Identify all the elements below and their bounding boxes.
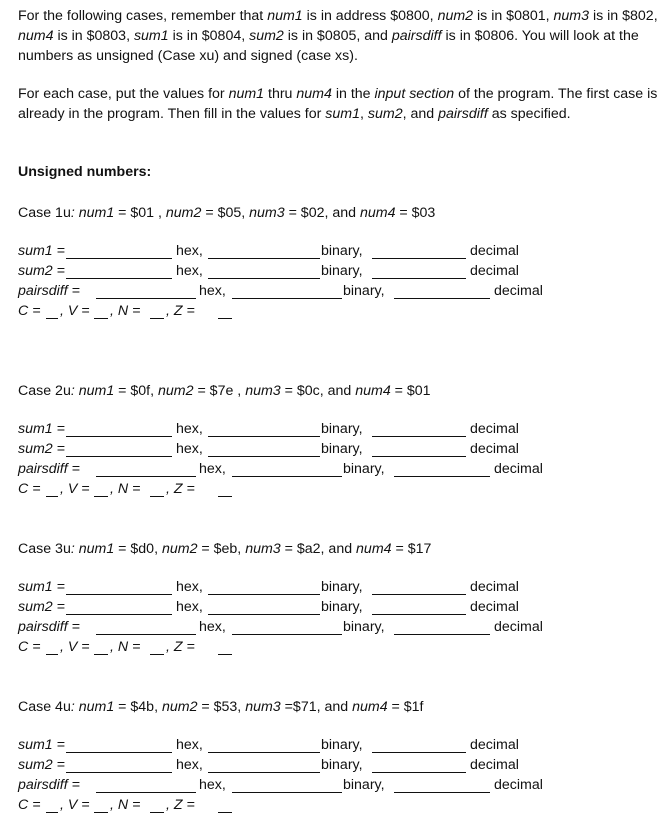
hex-label: hex, xyxy=(176,599,203,615)
hex-label: hex, xyxy=(199,777,226,793)
sum1-hex-blank[interactable] xyxy=(66,258,172,259)
zero-flag-blank[interactable] xyxy=(218,496,232,497)
zero-flag-blank[interactable] xyxy=(218,654,232,655)
sum2-label: sum2 = xyxy=(18,263,65,279)
overflow-flag-blank[interactable] xyxy=(94,812,108,813)
negative-flag-label: , N = xyxy=(110,481,141,497)
decimal-label: decimal xyxy=(470,757,519,773)
pairsdiff-label: pairsdiff = xyxy=(18,619,80,635)
pairsdiff-hex-blank[interactable] xyxy=(96,792,196,793)
intro-paragraph-2 xyxy=(18,84,658,124)
sum2-label: sum2 = xyxy=(18,599,65,615)
var-num2: num2 xyxy=(161,699,198,715)
binary-label: binary, xyxy=(321,441,363,457)
overflow-flag-blank[interactable] xyxy=(94,318,108,319)
sum1-label: sum1 = xyxy=(18,737,65,753)
carry-flag-label: C = xyxy=(18,639,41,655)
sum2-binary-blank[interactable] xyxy=(208,456,320,457)
sum1-label: sum1 = xyxy=(18,579,65,595)
negative-flag-blank[interactable] xyxy=(150,318,164,319)
text: is in address $0800, xyxy=(302,8,438,24)
sum2-decimal-blank[interactable] xyxy=(372,278,466,279)
case-prefix: Case 3u xyxy=(18,541,71,557)
case-prefix: Case 4u xyxy=(18,699,71,715)
var-num2: num2 xyxy=(158,383,194,399)
var-num2: num2 xyxy=(161,541,198,557)
case-title xyxy=(18,382,431,401)
hex-label: hex, xyxy=(176,579,203,595)
pairsdiff-decimal-blank[interactable] xyxy=(394,634,490,635)
pairsdiff-hex-blank[interactable] xyxy=(96,298,196,299)
decimal-label: decimal xyxy=(470,421,519,437)
binary-label: binary, xyxy=(321,579,363,595)
carry-flag-label: C = xyxy=(18,481,41,497)
pairsdiff-label: pairsdiff = xyxy=(18,461,80,477)
zero-flag-blank[interactable] xyxy=(218,812,232,813)
var-num3: num3 xyxy=(245,699,281,715)
text: thru xyxy=(264,86,297,102)
var-pairsdiff: pairsdiff xyxy=(391,28,442,44)
decimal-label: decimal xyxy=(494,777,543,793)
case-colon: : xyxy=(70,383,79,399)
decimal-label: decimal xyxy=(470,263,519,279)
overflow-flag-label: , V = xyxy=(60,797,90,813)
negative-flag-label: , N = xyxy=(110,639,141,655)
text: For each case, put the values for xyxy=(18,86,229,102)
zero-flag-label: , Z = xyxy=(166,303,195,319)
num1-value: = $4b, xyxy=(114,699,162,715)
binary-label: binary, xyxy=(321,599,363,615)
num4-value: = $1f xyxy=(387,699,424,715)
decimal-label: decimal xyxy=(470,737,519,753)
case-prefix: Case 1u xyxy=(18,205,71,221)
text: as specified. xyxy=(487,106,571,122)
case-title xyxy=(18,204,435,223)
pairsdiff-label: pairsdiff = xyxy=(18,777,80,793)
sum2-hex-blank[interactable] xyxy=(66,772,172,773)
sum1-hex-blank[interactable] xyxy=(66,752,172,753)
case-title xyxy=(18,698,424,717)
sum2-hex-blank[interactable] xyxy=(66,456,172,457)
sum2-label: sum2 = xyxy=(18,441,65,457)
var-num4: num4 xyxy=(18,28,54,44)
sum2-decimal-blank[interactable] xyxy=(372,456,466,457)
intro-paragraph-1 xyxy=(18,6,658,66)
hex-label: hex, xyxy=(176,441,203,457)
num4-value: = $01 xyxy=(390,383,431,399)
carry-flag-blank[interactable] xyxy=(46,812,58,813)
sum2-label: sum2 = xyxy=(18,757,65,773)
num4-value: = $03 xyxy=(395,205,436,221)
text: of the program. The first case is already in the program. Then fill in the values for xyxy=(18,86,658,122)
text: in the xyxy=(331,86,375,102)
hex-label: hex, xyxy=(176,737,203,753)
binary-label: binary, xyxy=(321,263,363,279)
hex-label: hex, xyxy=(199,619,226,635)
text: is in $0804, xyxy=(168,28,250,44)
var-pairsdiff: pairsdiff xyxy=(438,106,488,122)
decimal-label: decimal xyxy=(494,283,543,299)
num3-value: = $0c, and xyxy=(280,383,356,399)
var-num1: num1 xyxy=(78,383,115,399)
var-num4: num4 xyxy=(356,541,392,557)
hex-label: hex, xyxy=(199,461,226,477)
hex-label: hex, xyxy=(176,757,203,773)
case-colon: : xyxy=(70,541,79,557)
binary-label: binary, xyxy=(343,619,385,635)
pairsdiff-binary-blank[interactable] xyxy=(232,476,342,477)
sum1-label: sum1 = xyxy=(18,421,65,437)
negative-flag-blank[interactable] xyxy=(150,496,164,497)
zero-flag-label: , Z = xyxy=(166,481,195,497)
var-sum2: sum2 xyxy=(249,28,284,44)
overflow-flag-blank[interactable] xyxy=(94,496,108,497)
decimal-label: decimal xyxy=(470,599,519,615)
text: For the following cases, remember that xyxy=(18,8,268,24)
hex-label: hex, xyxy=(199,283,226,299)
sum2-decimal-blank[interactable] xyxy=(372,772,466,773)
text: is in $0801, xyxy=(473,8,554,24)
sum2-binary-blank[interactable] xyxy=(208,614,320,615)
sum1-decimal-blank[interactable] xyxy=(372,258,466,259)
text: , xyxy=(360,106,368,122)
num3-value: =$71, and xyxy=(280,699,353,715)
var-num1: num1 xyxy=(267,8,303,24)
var-sum1: sum1 xyxy=(133,28,169,44)
num2-value: = $7e , xyxy=(193,383,246,399)
sum1-binary-blank[interactable] xyxy=(208,752,320,753)
sum2-hex-blank[interactable] xyxy=(66,614,172,615)
var-num1: num1 xyxy=(78,541,115,557)
sum2-decimal-blank[interactable] xyxy=(372,614,466,615)
num1-value: = $01 , xyxy=(114,205,166,221)
pairsdiff-binary-blank[interactable] xyxy=(232,792,342,793)
var-num4: num4 xyxy=(296,86,332,102)
sum1-binary-blank[interactable] xyxy=(208,258,320,259)
negative-flag-blank[interactable] xyxy=(150,812,164,813)
case-prefix: Case 2u xyxy=(18,383,71,399)
carry-flag-label: C = xyxy=(18,797,41,813)
zero-flag-label: , Z = xyxy=(166,639,195,655)
overflow-flag-label: , V = xyxy=(60,303,90,319)
var-num4: num4 xyxy=(355,383,391,399)
sum1-hex-blank[interactable] xyxy=(66,594,172,595)
var-num3: num3 xyxy=(249,205,285,221)
carry-flag-blank[interactable] xyxy=(46,318,58,319)
var-sum1: sum1 xyxy=(325,106,360,122)
sum2-hex-blank[interactable] xyxy=(66,278,172,279)
hex-label: hex, xyxy=(176,421,203,437)
sum1-decimal-blank[interactable] xyxy=(372,594,466,595)
text: , and xyxy=(402,106,439,122)
num2-value: = $53, xyxy=(197,699,246,715)
num1-value: = $0f, xyxy=(114,383,159,399)
text: is in $0806. You will look at the numbers as unsigned (Case xu) and signed (case xs). xyxy=(18,28,639,64)
var-input-section: input section xyxy=(374,86,455,102)
pairsdiff-hex-blank[interactable] xyxy=(96,476,196,477)
sum1-label: sum1 = xyxy=(18,243,65,259)
sum2-binary-blank[interactable] xyxy=(208,278,320,279)
var-num4: num4 xyxy=(352,699,388,715)
decimal-label: decimal xyxy=(470,441,519,457)
negative-flag-blank[interactable] xyxy=(150,654,164,655)
binary-label: binary, xyxy=(343,283,385,299)
sum2-binary-blank[interactable] xyxy=(208,772,320,773)
pairsdiff-decimal-blank[interactable] xyxy=(394,298,490,299)
var-num2: num2 xyxy=(437,8,474,24)
binary-label: binary, xyxy=(343,777,385,793)
var-sum2: sum2 xyxy=(367,106,403,122)
negative-flag-label: , N = xyxy=(110,303,141,319)
text: is in $802, xyxy=(589,8,658,24)
sum1-binary-blank[interactable] xyxy=(208,594,320,595)
text: is in $0805, and xyxy=(283,28,392,44)
binary-label: binary, xyxy=(321,757,363,773)
text: is in $0803, xyxy=(53,28,134,44)
hex-label: hex, xyxy=(176,263,203,279)
num2-value: = $eb, xyxy=(197,541,246,557)
binary-label: binary, xyxy=(321,421,363,437)
num4-value: = $17 xyxy=(391,541,432,557)
var-num2: num2 xyxy=(165,205,202,221)
num3-value: = $02, and xyxy=(284,205,360,221)
binary-label: binary, xyxy=(343,461,385,477)
overflow-flag-label: , V = xyxy=(60,481,90,497)
section-heading: Unsigned numbers: xyxy=(18,164,152,180)
var-num3: num3 xyxy=(245,541,281,557)
sum1-hex-blank[interactable] xyxy=(66,436,172,437)
var-num1: num1 xyxy=(78,205,115,221)
pairsdiff-binary-blank[interactable] xyxy=(232,298,342,299)
carry-flag-blank[interactable] xyxy=(46,496,58,497)
pairsdiff-decimal-blank[interactable] xyxy=(394,476,490,477)
sum1-decimal-blank[interactable] xyxy=(372,436,466,437)
case-title xyxy=(18,540,431,559)
negative-flag-label: , N = xyxy=(110,797,141,813)
zero-flag-blank[interactable] xyxy=(218,318,232,319)
binary-label: binary, xyxy=(321,243,363,259)
var-num1: num1 xyxy=(78,699,115,715)
var-num3: num3 xyxy=(553,8,590,24)
pairsdiff-binary-blank[interactable] xyxy=(232,634,342,635)
overflow-flag-blank[interactable] xyxy=(94,654,108,655)
decimal-label: decimal xyxy=(470,579,519,595)
num2-value: = $05, xyxy=(201,205,250,221)
zero-flag-label: , Z = xyxy=(166,797,195,813)
num3-value: = $a2, and xyxy=(280,541,357,557)
case-colon: : xyxy=(70,205,79,221)
num1-value: = $d0, xyxy=(114,541,162,557)
sum1-binary-blank[interactable] xyxy=(208,436,320,437)
pairsdiff-hex-blank[interactable] xyxy=(96,634,196,635)
overflow-flag-label: , V = xyxy=(60,639,90,655)
decimal-label: decimal xyxy=(494,619,543,635)
var-num4: num4 xyxy=(359,205,396,221)
case-colon: : xyxy=(70,699,79,715)
carry-flag-label: C = xyxy=(18,303,41,319)
decimal-label: decimal xyxy=(470,243,519,259)
pairsdiff-label: pairsdiff = xyxy=(18,283,80,299)
sum1-decimal-blank[interactable] xyxy=(372,752,466,753)
var-num1: num1 xyxy=(228,86,265,102)
var-num3: num3 xyxy=(245,383,281,399)
hex-label: hex, xyxy=(176,243,203,259)
carry-flag-blank[interactable] xyxy=(46,654,58,655)
binary-label: binary, xyxy=(321,737,363,753)
decimal-label: decimal xyxy=(494,461,543,477)
pairsdiff-decimal-blank[interactable] xyxy=(394,792,490,793)
